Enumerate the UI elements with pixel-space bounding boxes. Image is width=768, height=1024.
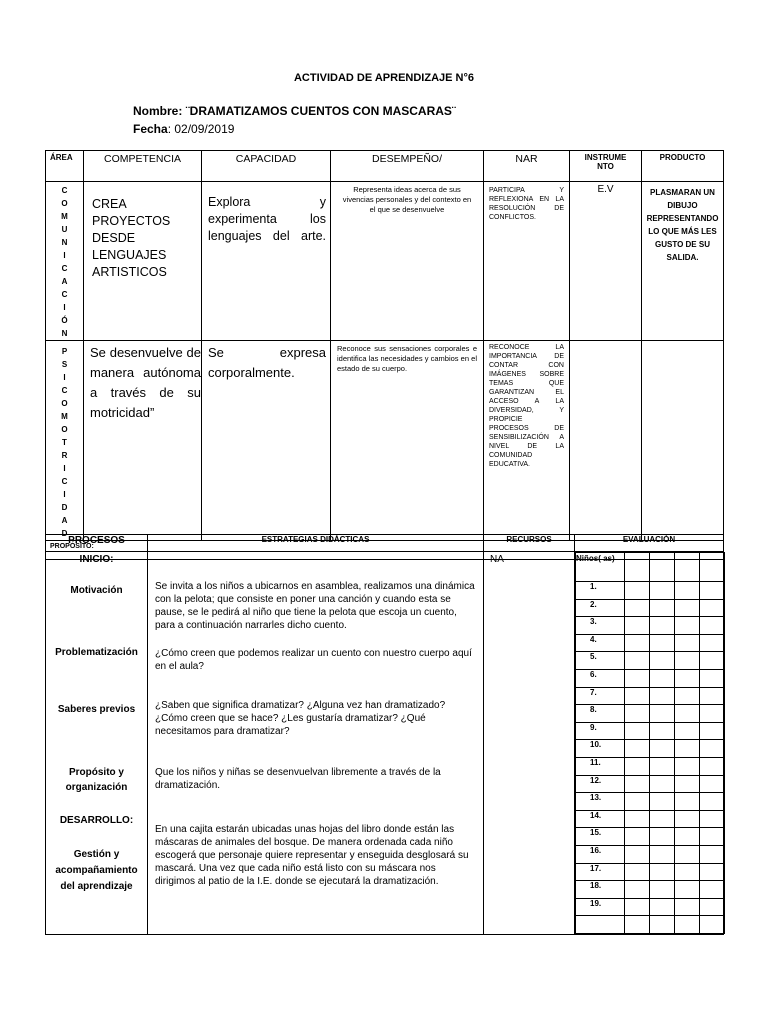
eval-cell — [675, 916, 700, 934]
area-letter: C — [61, 186, 68, 195]
eval-cell — [700, 828, 725, 846]
eval-cell — [700, 898, 725, 916]
eval-cell — [625, 599, 650, 617]
eval-cell — [650, 881, 675, 899]
area-psicomotricidad — [46, 341, 84, 541]
nino-row — [576, 757, 725, 775]
proceso-gestion: Gestión y acompañamiento del aprendizaje — [55, 849, 138, 892]
proceso-motivacion: Motivación — [70, 585, 123, 596]
header-estrategias: ESTRATEGIAS DIDÁCTICAS — [148, 535, 484, 552]
nino-number: 7. — [576, 687, 625, 705]
nino-row — [576, 652, 725, 670]
eval-cell — [625, 810, 650, 828]
nino-row — [576, 810, 725, 828]
eval-cell — [650, 775, 675, 793]
area-letter: A — [61, 516, 68, 525]
header-recursos: RECURSOS — [484, 535, 575, 552]
nino-number: 8. — [576, 705, 625, 723]
proposito-row: PROPÓSITO: — [46, 541, 724, 560]
desempeno-2: Reconoce sus sensaciones corporales e identifica las necesidades y cambios en el estado de su cuerpo. — [331, 341, 484, 541]
nino-row — [576, 881, 725, 899]
header-producto: PRODUCTO — [642, 151, 724, 182]
nino-row — [576, 617, 725, 635]
competencies-table — [45, 150, 724, 560]
procesos-column — [46, 552, 148, 935]
capacidad-2: Se expresa corporalmente. — [202, 341, 331, 541]
eval-cell — [625, 775, 650, 793]
eval-cell — [675, 828, 700, 846]
area-comunicacion — [46, 182, 84, 341]
header-instrumento — [570, 151, 642, 182]
header-instrumento-line1: INSTRUME — [584, 153, 627, 162]
area-letter: I — [63, 490, 66, 499]
area-letter: I — [63, 303, 66, 312]
nino-row — [576, 705, 725, 723]
eval-cell — [625, 582, 650, 600]
estrategia-motivacion: Se invita a los niños a ubicarnos en asamblea, realizamos una dinámica con la pelota; que consiste en poner una canción y cuando esta se pause, se le pedirá al niño que tiene la pelota que escoja un cuento, para a continuación narrarles dicho cuento. — [155, 581, 475, 631]
nino-row — [576, 582, 725, 600]
eval-cell — [675, 845, 700, 863]
strategies-table — [45, 534, 724, 935]
nino-number: 14. — [576, 810, 625, 828]
nino-row — [576, 634, 725, 652]
area-letter: D — [61, 503, 68, 512]
eval-cell — [650, 916, 675, 934]
eval-cell — [675, 722, 700, 740]
nino-row — [576, 775, 725, 793]
eval-cell — [700, 881, 725, 899]
eval-cell — [650, 705, 675, 723]
proceso-problematizacion: Problematización — [55, 647, 138, 658]
proceso-desarrollo: DESARROLLO: — [59, 815, 134, 826]
eval-cell — [650, 652, 675, 670]
eval-cell — [700, 810, 725, 828]
eval-cell — [650, 634, 675, 652]
eval-cell — [650, 793, 675, 811]
eval-cell — [650, 898, 675, 916]
area-letter: N — [61, 329, 68, 338]
nino-number: 15. — [576, 828, 625, 846]
eval-cell — [650, 553, 675, 582]
area-letter: O — [61, 399, 68, 408]
instrumento-2 — [570, 341, 642, 541]
competencia-2: Se desenvuelve de manera autónoma a través de su motricidad” — [84, 341, 202, 541]
estrategias-column — [148, 552, 484, 935]
eval-cell — [650, 582, 675, 600]
eval-cell — [625, 916, 650, 934]
area-letter: C — [61, 386, 68, 395]
eval-cell — [625, 634, 650, 652]
eval-cell — [700, 740, 725, 758]
eval-cell — [650, 845, 675, 863]
capacidad-1-text: Explora y experimenta los lenguajes del arte. — [208, 195, 326, 243]
eval-cell — [700, 775, 725, 793]
header-desempeno: DESEMPEÑO/ — [331, 151, 484, 182]
nar-1: PARTICIPA Y REFLEXIONA EN LA RESOLUCIÓN DE CONFLICTOS. — [484, 182, 570, 341]
eval-cell — [625, 617, 650, 635]
activity-date — [133, 122, 234, 136]
nino-row — [576, 863, 725, 881]
eval-cell — [700, 916, 725, 934]
eval-cell — [675, 705, 700, 723]
eval-cell — [700, 705, 725, 723]
eval-cell — [675, 757, 700, 775]
nino-row — [576, 740, 725, 758]
header-instrumento-line2: NTO — [597, 162, 614, 171]
nino-row — [576, 669, 725, 687]
estrategia-saberes-previos: ¿Saben que significa dramatizar? ¿Alguna vez han dramatizado? ¿Cómo creen que se hace? ¿Les gustaría dramatizar? ¿Qué necesitamos para dramatizar? — [155, 700, 446, 737]
area-letter: C — [61, 264, 68, 273]
nino-number: 4. — [576, 634, 625, 652]
estrategia-proposito: Que los niños y niñas se desenvuelvan libremente a través de la dramatización. — [155, 767, 441, 791]
area-letter: O — [61, 425, 68, 434]
eval-cell — [700, 845, 725, 863]
recursos-cell: NA — [484, 552, 575, 935]
nino-number: 12. — [576, 775, 625, 793]
nar-2: RECONOCE LA IMPORTANCIA DE CONTAR CON IMÁGENES SOBRE TEMAS QUE GARANTIZAN EL ACCESO A LA DIVERSIDAD, Y PROPICIE PROCESOS DE SENSIBILIZACIÓN A NIVEL DE LA COMUNIDAD EDUCATIVA. — [484, 341, 570, 541]
nino-number: 17. — [576, 863, 625, 881]
nino-row — [576, 722, 725, 740]
eval-cell — [625, 652, 650, 670]
area-letter: I — [63, 464, 66, 473]
nino-number: 2. — [576, 599, 625, 617]
eval-cell — [700, 863, 725, 881]
eval-cell — [650, 757, 675, 775]
eval-cell — [625, 705, 650, 723]
eval-cell — [650, 810, 675, 828]
eval-cell — [700, 687, 725, 705]
header-competencia: COMPETENCIA — [84, 151, 202, 182]
eval-cell — [700, 617, 725, 635]
header-area: ÁREA — [46, 151, 84, 182]
eval-cell — [675, 652, 700, 670]
proceso-inicio: INICIO: — [79, 554, 114, 565]
nino-row — [576, 599, 725, 617]
eval-cell — [625, 722, 650, 740]
nino-number: 19. — [576, 898, 625, 916]
proceso-saberes-previos: Saberes previos — [57, 704, 136, 715]
header-capacidad: CAPACIDAD — [202, 151, 331, 182]
nino-number: 16. — [576, 845, 625, 863]
area-letter: M — [61, 412, 68, 421]
nino-number: 18. — [576, 881, 625, 899]
eval-cell — [650, 722, 675, 740]
eval-cell — [650, 617, 675, 635]
nino-number: 10. — [576, 740, 625, 758]
eval-cell — [700, 553, 725, 582]
eval-cell — [650, 687, 675, 705]
area-letter: O — [61, 199, 68, 208]
area-letter: R — [61, 451, 68, 460]
eval-cell — [625, 881, 650, 899]
estrategia-gestion: En una cajita estarán ubicadas unas hojas del libro donde están las máscaras de animales del bosque. De manera ordenada cada niño escogerá que personaje quiere representar y enseguida desglosará su mascará. Una vez que cada niño está listo con su máscara nos dirigimos al patio de la I.E. donde se ejecutará la dramatización. — [155, 824, 469, 887]
eval-cell — [625, 793, 650, 811]
eval-cell — [625, 845, 650, 863]
area-letter: P — [61, 347, 68, 356]
eval-cell — [650, 740, 675, 758]
eval-cell — [675, 740, 700, 758]
area-letter: A — [61, 277, 68, 286]
nino-row — [576, 828, 725, 846]
area-letter: N — [61, 238, 68, 247]
fecha-label: Fecha — [133, 122, 168, 136]
desempeno-1: Representa ideas acerca de sus vivencias personales y del contexto en el que se desenvuelve — [331, 182, 484, 341]
area-letter: C — [61, 290, 68, 299]
eval-cell — [675, 898, 700, 916]
nino-row — [576, 898, 725, 916]
eval-cell — [675, 687, 700, 705]
eval-cell — [675, 793, 700, 811]
activity-title: ACTIVIDAD DE APRENDIZAJE N°6 — [293, 72, 474, 84]
eval-cell — [700, 582, 725, 600]
evaluacion-cell — [575, 552, 724, 935]
eval-cell — [700, 669, 725, 687]
area-letter: S — [61, 360, 68, 369]
eval-cell — [675, 669, 700, 687]
eval-cell — [650, 863, 675, 881]
ninos-header: Niños( as) — [576, 553, 625, 582]
eval-cell — [700, 634, 725, 652]
eval-cell — [700, 652, 725, 670]
area-letter: D — [61, 529, 68, 538]
proceso-proposito: Propósito y organización — [65, 767, 128, 793]
area-letter: Ó — [61, 316, 68, 325]
eval-cell — [675, 634, 700, 652]
eval-cell — [675, 810, 700, 828]
eval-cell — [625, 669, 650, 687]
nino-number: 1. — [576, 582, 625, 600]
eval-cell — [625, 757, 650, 775]
eval-cell — [650, 669, 675, 687]
nino-row — [576, 845, 725, 863]
evaluacion-grid — [575, 552, 725, 934]
eval-cell — [625, 687, 650, 705]
eval-cell — [700, 757, 725, 775]
nino-row — [576, 793, 725, 811]
eval-cell — [675, 617, 700, 635]
fecha-value: : 02/09/2019 — [167, 122, 235, 136]
instrumento-1: E.V — [570, 182, 642, 341]
eval-cell — [650, 828, 675, 846]
nino-row — [576, 687, 725, 705]
competencia-1: CREA PROYECTOS DESDE LENGUAJES ARTISTICOS — [84, 182, 202, 341]
producto-2 — [642, 341, 724, 541]
header-nar: NAR — [484, 151, 570, 182]
capacidad-1 — [202, 182, 331, 341]
eval-cell — [700, 722, 725, 740]
producto-1: PLASMARAN UN DIBUJO REPRESENTANDO LO QUE MÁS LES GUSTO DE SU SALIDA. — [642, 182, 724, 341]
activity-name — [133, 104, 456, 118]
eval-cell — [700, 793, 725, 811]
eval-cell — [675, 881, 700, 899]
eval-cell — [675, 599, 700, 617]
eval-cell — [625, 863, 650, 881]
header-evaluacion: EVALUACIÓN — [575, 535, 724, 552]
eval-cell — [675, 775, 700, 793]
eval-cell — [625, 898, 650, 916]
eval-cell — [675, 863, 700, 881]
eval-cell — [650, 599, 675, 617]
nino-number: 13. — [576, 793, 625, 811]
nombre-label: Nombre: — [133, 104, 183, 118]
nombre-value: ¨DRAMATIZAMOS CUENTOS CON MASCARAS¨ — [185, 104, 456, 118]
nino-number: 3. — [576, 617, 625, 635]
nino-number: 5. — [576, 652, 625, 670]
area-letter: M — [61, 212, 68, 221]
area-letter: U — [61, 225, 68, 234]
eval-cell — [625, 740, 650, 758]
area-letter: I — [63, 373, 66, 382]
nino-number — [576, 916, 625, 934]
nino-number: 9. — [576, 722, 625, 740]
eval-cell — [675, 553, 700, 582]
header-procesos: PROCESOS — [46, 535, 148, 552]
area-letter: T — [62, 438, 67, 447]
area-letter: I — [63, 251, 66, 260]
eval-cell — [625, 553, 650, 582]
nino-number: 11. — [576, 757, 625, 775]
nino-row — [576, 916, 725, 934]
eval-cell — [675, 582, 700, 600]
eval-cell — [625, 828, 650, 846]
area-letter: C — [61, 477, 68, 486]
estrategia-problematizacion: ¿Cómo creen que podemos realizar un cuento con nuestro cuerpo aquí en el aula? — [155, 648, 472, 672]
nino-number: 6. — [576, 669, 625, 687]
eval-cell — [700, 599, 725, 617]
